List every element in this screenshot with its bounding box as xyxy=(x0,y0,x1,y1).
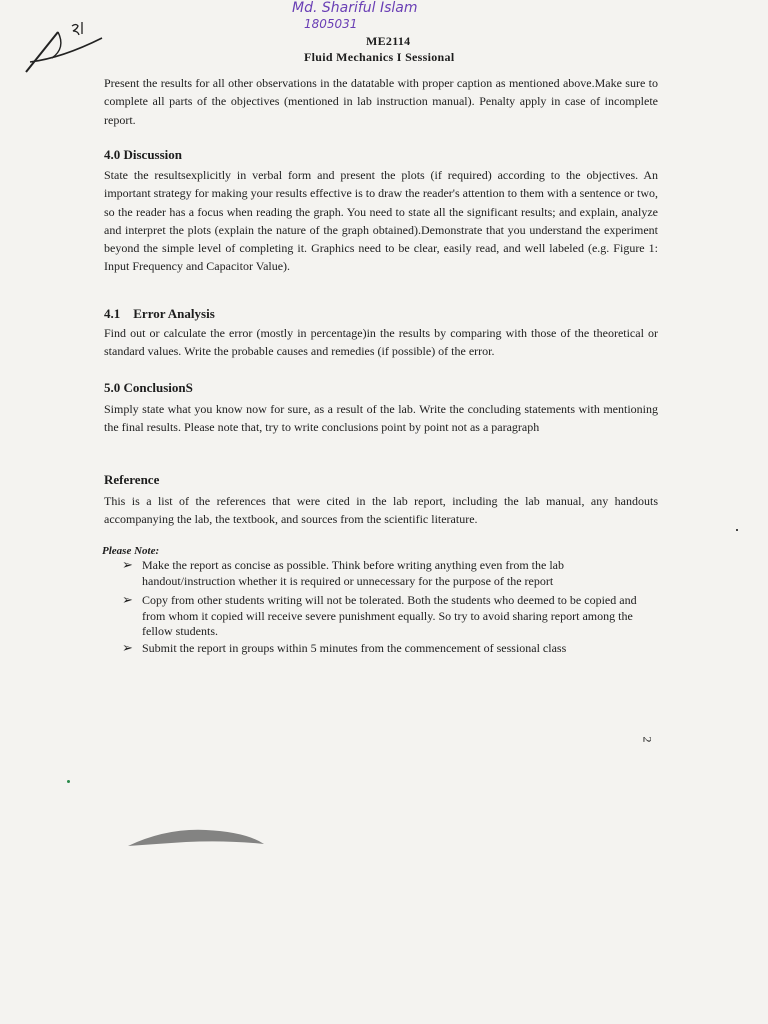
page-number: 2 xyxy=(640,736,655,743)
please-note-heading: Please Note: xyxy=(102,545,160,557)
conclusions-heading: 5.0 ConclusionS xyxy=(104,380,193,395)
arrow-bullet-icon: ➢ xyxy=(122,557,133,572)
discussion-body: State the resultsexplicitly in verbal form and present the plots (if required) according to the objectives. An important strategy for making your results effective is to draw the reader's attention to them with a sentence or two, so the reader has a focus when reading the graph. You need to state all the significant results; and explain, analyze and interpret the plots (explain the nature of the graph obtained).Demonstrate that you understand the experiment beyond the simple level of completing it. Graphics need to be clear, easily read, and well labeled (e.g. Figure 1: Input Frequency and Capacitor Value). xyxy=(104,168,658,274)
scan-smudge xyxy=(126,824,266,854)
note-item-text: Submit the report in groups within 5 minutes from the commencement of sessional class xyxy=(142,641,567,655)
handwritten-name: Md. Shariful Islam xyxy=(292,0,418,16)
ink-speck xyxy=(67,780,70,783)
handwritten-roll-number: 1805031 xyxy=(304,17,358,31)
conclusions-body: Simply state what you know now for sure, as a result of the lab. Write the concluding statements with mentioning the final results. Please note that, try to write conclusions point by point not as a paragraph xyxy=(104,402,658,435)
handwritten-grade-mark xyxy=(22,18,112,78)
reference-body: This is a list of the references that were cited in the lab report, including the lab manual, any handouts accompanying the lab, the textbook, and sources from the scientific literature. xyxy=(104,494,658,527)
intro-paragraph: Present the results for all other observations in the datatable with proper caption as mentioned above.Make sure to complete all parts of the objectives (mentioned in lab instruction manual). Penalty apply in case of incomplete report. xyxy=(104,76,658,127)
ink-speck xyxy=(736,529,738,531)
course-code: ME2114 xyxy=(366,34,411,48)
error-analysis-heading: 4.1 Error Analysis xyxy=(104,306,215,321)
note-item-text: Make the report as concise as possible. Think before writing anything even from the lab handout/instruction whether it is required or unnecessary for the purpose of the report xyxy=(142,558,564,588)
reference-heading: Reference xyxy=(104,472,160,487)
discussion-heading: 4.0 Discussion xyxy=(104,147,183,162)
arrow-bullet-icon: ➢ xyxy=(122,592,133,607)
arrow-bullet-icon: ➢ xyxy=(122,640,133,655)
error-analysis-body: Find out or calculate the error (mostly in percentage)in the results by comparing with those of the theoretical or standard values. Write the probable causes and remedies (if possible) of the error. xyxy=(104,326,658,359)
course-title: Fluid Mechanics I Sessional xyxy=(304,50,455,64)
note-item-text: Copy from other students writing will not be tolerated. Both the students who deemed to be copied and from whom it copied will receive severe punishment equally. So try to avoid sharing report among the fellow students. xyxy=(142,593,637,638)
